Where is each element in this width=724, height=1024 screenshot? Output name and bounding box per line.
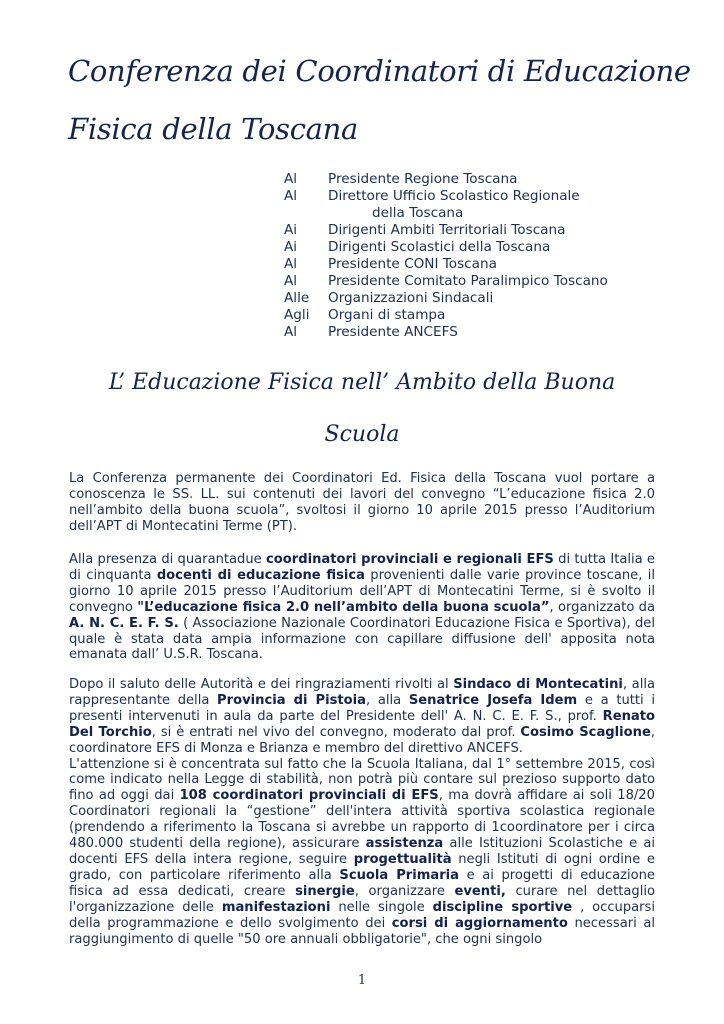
text-run: , alla [366,692,409,708]
recipient-prep: Al [284,171,298,187]
recipient-name: Presidente Regione Toscana [328,171,518,187]
text-run: provenienti dalle varie province toscane, il giorno 10 aprile 2015 presso l’Auditorium dell’APT di Montecatini Terme, si è svolto il convegno [69,567,655,615]
recipient-row [284,222,684,239]
recipient-prep: Al [284,273,298,289]
recipient-row [284,188,684,205]
recipient-name: Organi di stampa [328,307,446,323]
text-run: curare nel dettaglio l'organizzazione delle [69,883,655,915]
text-run: , alla rappresentante della [69,677,656,708]
bold-text-run: eventi, [454,883,506,899]
text-run: Dopo il saluto delle Autorità e dei ringraziamenti rivolti al [69,677,454,692]
recipient-row [284,239,684,256]
recipient-prep: Al [284,256,298,272]
recipient-row [284,307,684,324]
text-run: e a tutti i presenti intervenuti in aula da parte del Presidente dell' A. N. C. E. F. S., prof. [69,692,655,724]
bold-text-run: Scuola Primaria [339,867,459,883]
text-run: , occuparsi della programmazione e dello svolgimento dei [69,899,656,931]
convegno-paragraph [69,552,655,663]
document-title-line-1: Conferenza dei Coordinatori di Educazione [68,54,691,88]
text-run: alle Istituzioni Scolastiche e ai docenti EFS della intera regione, seguire [69,836,655,867]
section-title-line-1: L’ Educazione Fisica nell’ Ambito della Buona [108,370,616,395]
bold-text-run: Renato Del Torchio [69,708,655,740]
text-run: Alla presenza di quarantadue [69,552,266,567]
recipient-name: Presidente Comitato Paralimpico Toscano [328,273,608,289]
text-run: e ai progetti di educazione fisica ad essa dedicati, creare [69,867,655,899]
recipient-row [284,324,684,341]
text-run: negli Istituti di ogni ordine e grado, con particolare riferimento alla [69,851,655,883]
text-run: , ma dovrà affidare ai soli 18/20 Coordinatori regionali la “gestione” dell'intera attività sportiva scolastica regionale (prendendo a riferimento la Toscana si avrebbe un rapporto di 1coordinatore per i circa 480.000 studenti della regione), assicurare [69,788,655,852]
recipient-prep: Alle [284,290,310,306]
recipient-prep: Ai [284,239,298,255]
bold-text-run: Cosimo Scaglione [520,724,651,740]
bold-text-run: Provincia di Pistoia [217,692,367,708]
bold-text-run: Senatrice Josefa Idem [408,692,578,708]
recipient-prep: Ai [284,222,298,238]
recipient-name: Direttore Ufficio Scolastico Regionale [328,188,580,204]
text-run: di tutta Italia e di cinquanta [69,552,655,583]
bold-text-run: coordinatori provinciali e regionali EFS [266,552,554,567]
recipient-name: Dirigenti Scolastici della Toscana [328,239,551,255]
recipient-row [284,205,684,222]
recipient-name: della Toscana [372,205,464,221]
text-run: necessari al raggiungimento di quelle "50 ore annuali obbligatorie", che ogni singolo [69,915,655,947]
text-run: , coordinatore EFS di Monza e Brianza e membro del direttivo ANCEFS. [69,724,655,756]
bold-text-run: sinergie [295,883,355,899]
document-title-line-2: Fisica della Toscana [68,112,359,146]
bold-text-run: A. N. C. E. F. S. [69,615,179,631]
recipient-name: Presidente CONI Toscana [328,256,497,272]
text-run: , organizzato da [549,599,655,615]
bold-text-run: progettualità [353,851,452,867]
recipient-row [284,256,684,273]
bold-text-run: corsi di aggiornamento [391,915,568,931]
text-run: , si è entrati nel vivo del convegno, moderato dal prof. [151,724,521,740]
bold-text-run: Sindaco di Montecatini [453,677,623,692]
bold-text-run: 108 coordinatori provinciali di EFS [179,788,439,804]
recipient-prep [284,205,328,222]
recipient-name: Dirigenti Ambiti Territoriali Toscana [328,222,566,238]
bold-text-run: assistenza [365,836,444,852]
text-run: , organizzare [354,883,455,899]
recipient-prep: Al [284,188,298,204]
recipient-prep: Al [284,324,298,340]
bold-text-run: "L’educazione fisica 2.0 nell’ambito della buona scuola” [137,599,550,615]
bold-text-run: discipline sportive [432,899,573,915]
recipient-name: Organizzazioni Sindacali [328,290,494,306]
section-title-line-2: Scuola [324,422,400,447]
recipient-prep: Agli [284,307,310,323]
text-run: nelle singole [330,899,433,915]
text-run: ( Associazione Nazionale Coordinatori Educazione Fisica e Sportiva), del quale è stata data ampia informazione con capillare diffusione dell' apposita nota emanata dall’ U.S.R. Toscana. [69,615,655,663]
bold-text-run: manifestazioni [221,899,331,915]
recipient-row [284,290,684,307]
text-run: L'attenzione si è concentrata sul fatto che la Scuola Italiana, dal 1° settembre 2015, così come indicato nella Legge di stabilità, non potrà più contare sul prezioso supporto dato fino ad oggi dai [69,756,655,804]
bold-text-run: docenti di educazione fisica [156,567,365,583]
recipient-name: Presidente ANCEFS [328,324,458,340]
attention-paragraph [69,677,655,947]
recipient-row [284,273,684,290]
recipients-list [284,171,684,341]
recipient-row [284,171,684,188]
intro-paragraph: La Conferenza permanente dei Coordinatori Ed. Fisica della Toscana vuol portare a conoscenza le SS. LL. sui contenuti dei lavori del convegno “L’educazione fisica 2.0 nell’ambito della buona scuola”, svoltosi il giorno 10 aprile 2015 presso l’Auditorium dell’APT di Montecatini Terme (PT). [69,471,655,534]
page-number: 1 [357,973,367,988]
